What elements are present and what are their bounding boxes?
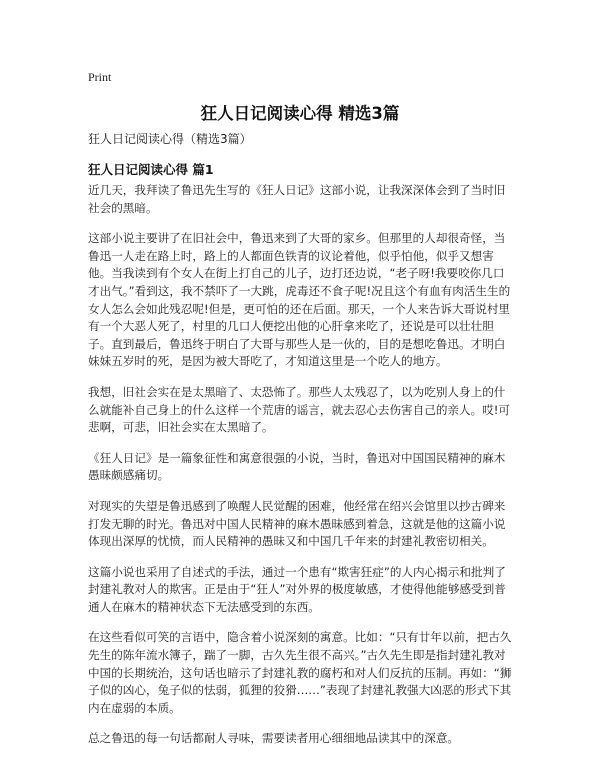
paragraph: 对现实的失望是鲁迅感到了唤醒人民觉醒的困难，他经常在绍兴会馆里以抄古碑来打发无聊的时光。鲁迅对中国人民精神的麻木愚昧感到着急，这就是他的这篇小说体现出深厚的忧愤，而人民精神的愚昧又和中国几千年来的封建礼教密切相关。 — [88, 498, 506, 549]
paragraph: 《狂人日记》是一篇象征性和寓意很强的小说，当时，鲁迅对中国国民精神的麻木愚昧颇感痛切。 — [88, 450, 506, 483]
paragraph: 这篇小说也采用了自述式的手法，通过一个患有“欺害狂症”的人内心揭示和批判了封建礼教对人的欺害。正是由于“狂人”对外界的极度敏感，才使得他能够感受到普通人在麻木的精神状态下无法感受到的东西。 — [88, 564, 506, 614]
section-heading: 狂人日记阅读心得 篇1 — [88, 162, 214, 177]
document-subtitle: 狂人日记阅读心得（精选3篇） — [88, 132, 252, 146]
paragraph: 近几天，我拜读了鲁迅先生写的《狂人日记》这部小说，让我深深体会到了当时旧社会的黑暗。 — [88, 183, 506, 215]
print-link[interactable]: Print — [88, 70, 112, 84]
article-body — [88, 182, 516, 761]
paragraph: 这部小说主要讲了在旧社会中，鲁迅来到了大哥的家乡。但那里的人却很奇怪，当鲁迅一人走在路上时，路上的人都面色铁青的议论着他，似乎怕他，似乎又想害他。当我读到有个女人在街上打自己的儿子，边打还边说，“老子呀!我要咬你几口才出气。”看到这，我不禁吓了一大跳，虎毒还不食子呢!况且这个有血有肉活生生的女人怎么会如此残忍呢!但是，更可怕的还在后面。那天，一个人来告诉大哥说村里有一个大恶人死了，村里的几口人便挖出他的心肝拿来吃了，还说是可以壮壮胆子。直到最后，鲁迅终于明白了大哥与那些人是一伙的，目的是想吃鲁迅。才明白妹妹五岁时的死，是因为被大哥吃了，才知道这里是一个吃人的地方。 — [88, 231, 511, 369]
paragraph: 在这些看似可笑的言语中，隐含着小说深刻的寓意。比如：“只有廿年以前，把古久先生的陈年流水簿子，踹了一脚，古久先生很不高兴。”古久先生即是指封建礼教对中国的长期统治，这句话也暗示了封建礼教的腐朽和对人们反抗的压制。再如：“狮子似的凶心，兔子似的怯弱，狐狸的狡猾……”表现了封建礼教强大凶恶的形式下其内在虚弱的本质。 — [88, 630, 512, 715]
paragraph: 总之鲁迅的每一句话都耐人寻味，需要读者用心细细地品读其中的深意。 — [88, 731, 460, 746]
page-title: 狂人日记阅读心得 精选3篇 — [200, 104, 400, 123]
paragraph: 我想，旧社会实在是太黑暗了、太恐怖了。那些人太残忍了，以为吃别人身上的什么就能补自己身上的什么这样一个荒唐的谣言，就去忍心去伤害自己的亲人。哎!可悲啊，可悲，旧社会实在太黑暗了。 — [88, 384, 511, 435]
